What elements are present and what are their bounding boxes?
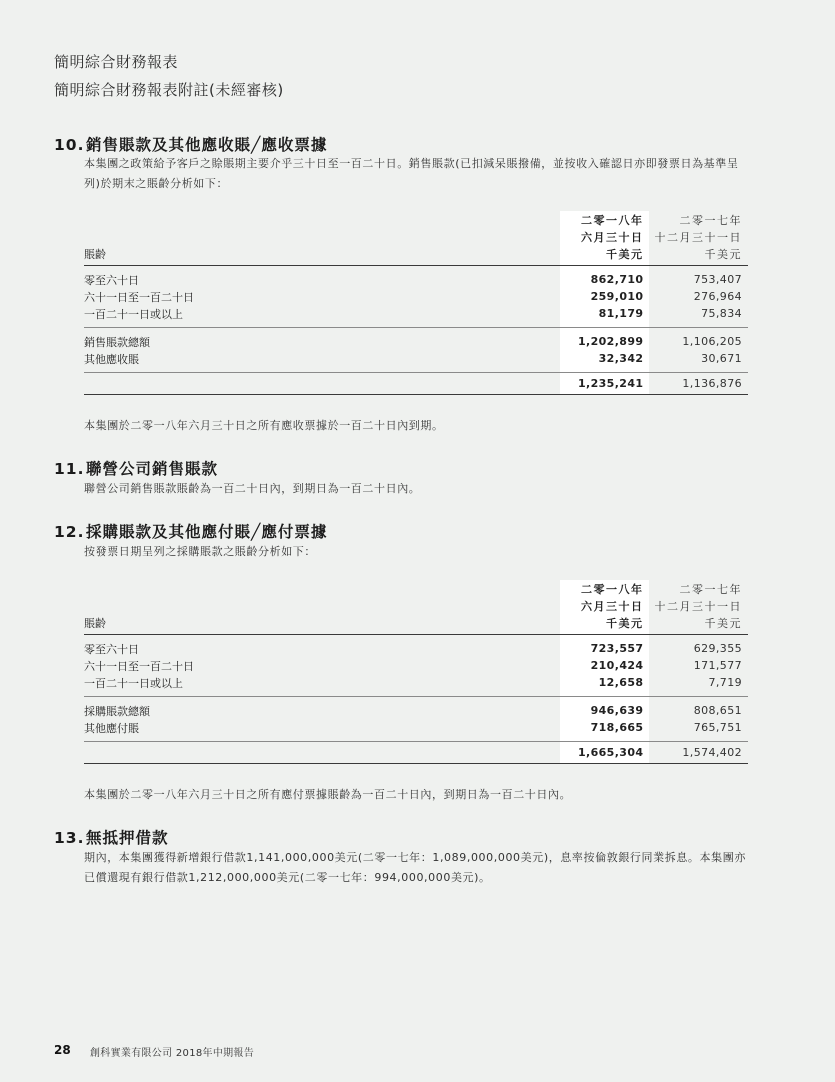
table-row [84, 719, 748, 736]
payables-aging-table [84, 580, 748, 764]
report-section-title: 簡明綜合財務報表 [54, 53, 179, 71]
row-label: 六十一日至一百二十日 [84, 290, 194, 304]
table-total-row [84, 742, 748, 764]
value-2017: 1,106,205 [682, 335, 742, 348]
page-number: 28 [54, 1043, 71, 1057]
row-label: 採購賬款總額 [84, 704, 150, 718]
table-header-row [84, 228, 748, 245]
table-row [84, 657, 748, 674]
value-2017: 808,651 [693, 704, 742, 717]
section-12-heading [54, 520, 327, 542]
row-label: 零至六十日 [84, 273, 139, 287]
value-2017: 629,355 [693, 642, 742, 655]
section-10-note: 本集團於二零一八年六月三十日之所有應收票據於一百二十日內到期。 [84, 419, 444, 432]
total-label [84, 742, 560, 764]
row-label: 一百二十一日或以上 [84, 676, 183, 690]
value-2017: 753,407 [693, 273, 742, 286]
value-2018: 718,665 [560, 719, 650, 736]
col-2018-year: 二零一八年 [560, 211, 650, 228]
section-10-intro: 本集團之政策給予客戶之賒賬期主要介乎三十日至一百二十日。銷售賬款(已扣減呆賬撥備，並按收入確認日亦即發票日為基準呈列)於期末之賬齡分析如下： [84, 157, 739, 190]
value-2018: 259,010 [560, 288, 650, 305]
total-2018: 1,665,304 [560, 742, 650, 764]
aging-column-header: 賬齡 [84, 245, 560, 266]
section-11-intro: 聯營公司銷售賬款賬齡為一百二十日內，到期日為一百二十日內。 [84, 482, 421, 495]
section-13-heading [54, 826, 169, 848]
row-label: 其他應收賬 [84, 352, 139, 366]
value-2018: 1,202,899 [560, 333, 650, 350]
section-11-heading [54, 457, 218, 479]
col-2018-date: 六月三十日 [560, 597, 650, 614]
value-2018: 32,342 [560, 350, 650, 367]
table-row [84, 350, 748, 367]
col-2018-unit: 千美元 [560, 614, 650, 635]
section-13-title: 無抵押借款 [86, 829, 169, 847]
col-2017-unit: 千美元 [649, 614, 748, 635]
table-row [84, 305, 748, 322]
aging-column-header: 賬齡 [84, 614, 560, 635]
value-2018: 81,179 [560, 305, 650, 322]
section-13-number: 13. [54, 829, 85, 847]
value-2018: 946,639 [560, 702, 650, 719]
total-label [84, 373, 560, 395]
footer-report-name: 創科實業有限公司 2018年中期報告 [90, 1048, 255, 1059]
value-2017: 7,719 [708, 676, 742, 689]
section-11-title: 聯營公司銷售賬款 [86, 460, 219, 478]
table-header-row [84, 580, 748, 597]
table-total-row [84, 373, 748, 395]
total-2018: 1,235,241 [560, 373, 650, 395]
value-2018: 862,710 [560, 271, 650, 288]
row-label: 六十一日至一百二十日 [84, 659, 194, 673]
section-12-title: 採購賬款及其他應付賬╱應付票據 [86, 523, 328, 541]
table-row [84, 702, 748, 719]
value-2018: 12,658 [560, 674, 650, 691]
table-header-row [84, 614, 748, 635]
col-2017-year: 二零一七年 [679, 213, 742, 227]
row-label: 零至六十日 [84, 642, 139, 656]
value-2017: 765,751 [693, 721, 742, 734]
table-row [84, 288, 748, 305]
section-10-number: 10. [54, 136, 85, 154]
value-2018: 723,557 [560, 640, 650, 657]
notes-subtitle: 簡明綜合財務報表附註(未經審核) [54, 81, 284, 99]
col-2018-unit: 千美元 [560, 245, 650, 266]
col-2018-year: 二零一八年 [560, 580, 650, 597]
table-row [84, 640, 748, 657]
value-2017: 30,671 [701, 352, 742, 365]
value-2017: 75,834 [701, 307, 742, 320]
table-header-row [84, 211, 748, 228]
section-12-note: 本集團於二零一八年六月三十日之所有應付票據賬齡為一百二十日內，到期日為一百二十日內。 [84, 788, 572, 801]
col-2017-date: 十二月三十一日 [654, 599, 742, 613]
value-2017: 276,964 [693, 290, 742, 303]
section-12-intro: 按發票日期呈列之採購賬款之賬齡分析如下： [84, 545, 316, 558]
total-2017: 1,574,402 [649, 742, 748, 764]
receivables-aging-table [84, 211, 748, 395]
total-2017: 1,136,876 [649, 373, 748, 395]
section-10-title: 銷售賬款及其他應收賬╱應收票據 [86, 136, 328, 154]
table-header-row [84, 245, 748, 266]
section-13-body: 期內，本集團獲得新增銀行借款1,141,000,000美元(二零一七年：1,089,000,000美元)，息率按倫敦銀行同業拆息。本集團亦已償還現有銀行借款1,212,000,000美元(二零一七年：994,000,000美元)。 [84, 851, 746, 884]
value-2017: 171,577 [693, 659, 742, 672]
value-2018: 210,424 [560, 657, 650, 674]
section-10-heading [54, 133, 327, 155]
row-label: 其他應付賬 [84, 721, 139, 735]
table-row [84, 674, 748, 691]
section-12-number: 12. [54, 523, 85, 541]
row-label: 銷售賬款總額 [84, 335, 150, 349]
col-2018-date: 六月三十日 [560, 228, 650, 245]
table-header-row [84, 597, 748, 614]
col-2017-year: 二零一七年 [679, 582, 742, 596]
section-11-number: 11. [54, 460, 85, 478]
col-2017-unit: 千美元 [649, 245, 748, 266]
table-row [84, 271, 748, 288]
row-label: 一百二十一日或以上 [84, 307, 183, 321]
table-row [84, 333, 748, 350]
col-2017-date: 十二月三十一日 [654, 230, 742, 244]
